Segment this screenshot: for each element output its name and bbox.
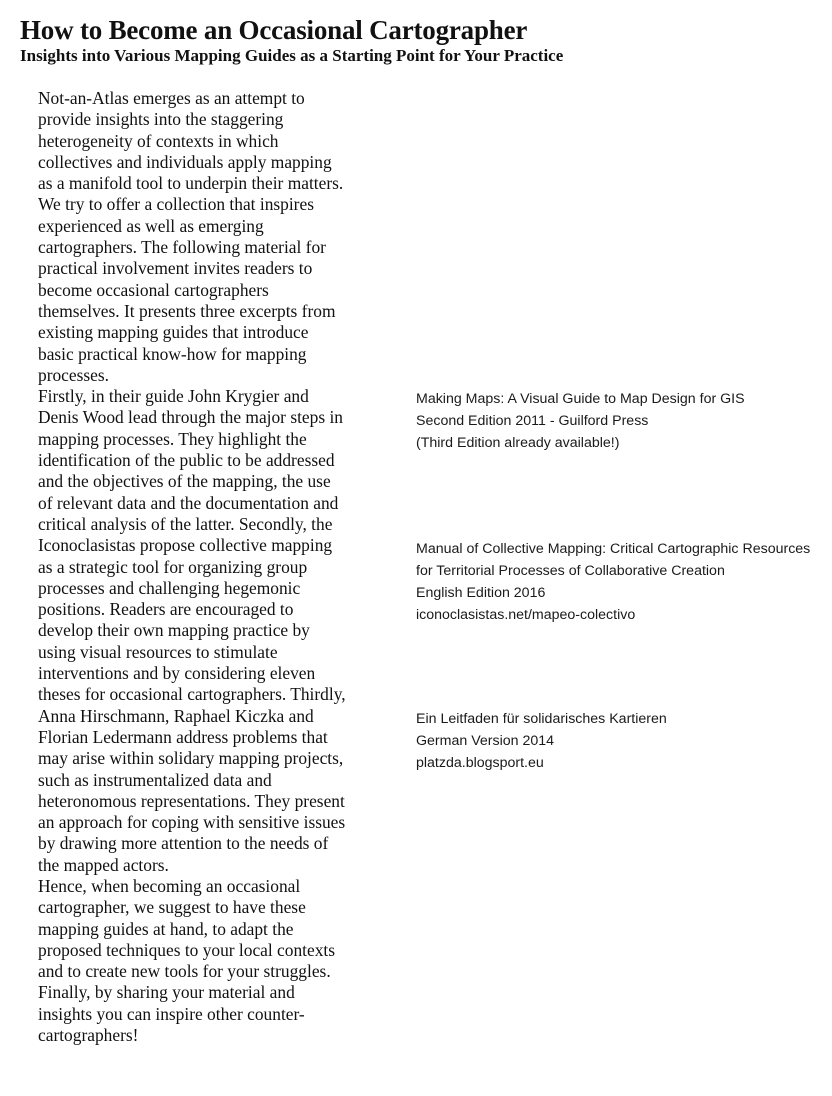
reference-making-maps	[416, 388, 826, 454]
conclusion-paragraph: Hence, when becoming an occasional cartographer, we suggest to have these mapping guides at hand, to adapt the proposed techniques to your local contexts and to create new tools for your struggles. Finally, by sharing your material and insights you can inspire other counter-cartographers!	[38, 875, 336, 1046]
reference-url: platzda.blogsport.eu	[416, 755, 544, 771]
reference-edition: Second Edition 2011 - Guilford Press	[416, 413, 649, 429]
page-subtitle: Insights into Various Mapping Guides as a Starting Point for Your Practice	[20, 46, 564, 65]
reference-title-continued: for Territorial Processes of Collaborative Creation	[416, 563, 725, 579]
guides-paragraph: Firstly, in their guide John Krygier and Denis Wood lead through the major steps in mapping processes. They highlight the identification of the public to be addressed and the objectives of the mapping, the use of relevant data and the documentation and critical analysis of the latter. Secondly, the Iconoclasistas propose collective mapping as a strategic tool for organizing group processes and challenging hegemonic positions. Readers are encouraged to develop their own mapping practice by using visual resources to stimulate interventions and by considering eleven theses for occasional cartographers. Thirdly, Anna Hirschmann, Raphael Kiczka and Florian Ledermann address problems that may arise within solidary mapping projects, such as instrumentalized data and heteronomous representations. They present an approach for coping with sensitive issues by drawing more attention to the needs of the mapped actors.	[38, 386, 346, 875]
reference-title: Ein Leitfaden für solidarisches Kartieren	[416, 711, 667, 727]
reference-collective-mapping	[416, 538, 826, 626]
reference-edition: English Edition 2016	[416, 585, 546, 601]
reference-edition: German Version 2014	[416, 733, 555, 749]
page-title: How to Become an Occasional Cartographer	[20, 15, 528, 45]
reference-title: Manual of Collective Mapping: Critical Cartographic Resources	[416, 541, 811, 557]
reference-url: iconoclasistas.net/mapeo-colectivo	[416, 607, 636, 623]
intro-paragraph: Not-an-Atlas emerges as an attempt to provide insights into the staggering heterogeneity of contexts in which collectives and individuals apply mapping as a manifold tool to underpin their matters. We try to offer a collection that inspires experienced as well as emerging cartographers. The following material for practical involvement invites readers to become occasional cartographers themselves. It presents three excerpts from existing mapping guides that introduce basic practical know-how for mapping processes.	[38, 88, 344, 385]
reference-leitfaden	[416, 708, 826, 774]
body-text-column	[38, 88, 348, 1046]
reference-title: Making Maps: A Visual Guide to Map Design for GIS	[416, 391, 745, 407]
reference-note: (Third Edition already available!)	[416, 435, 620, 451]
